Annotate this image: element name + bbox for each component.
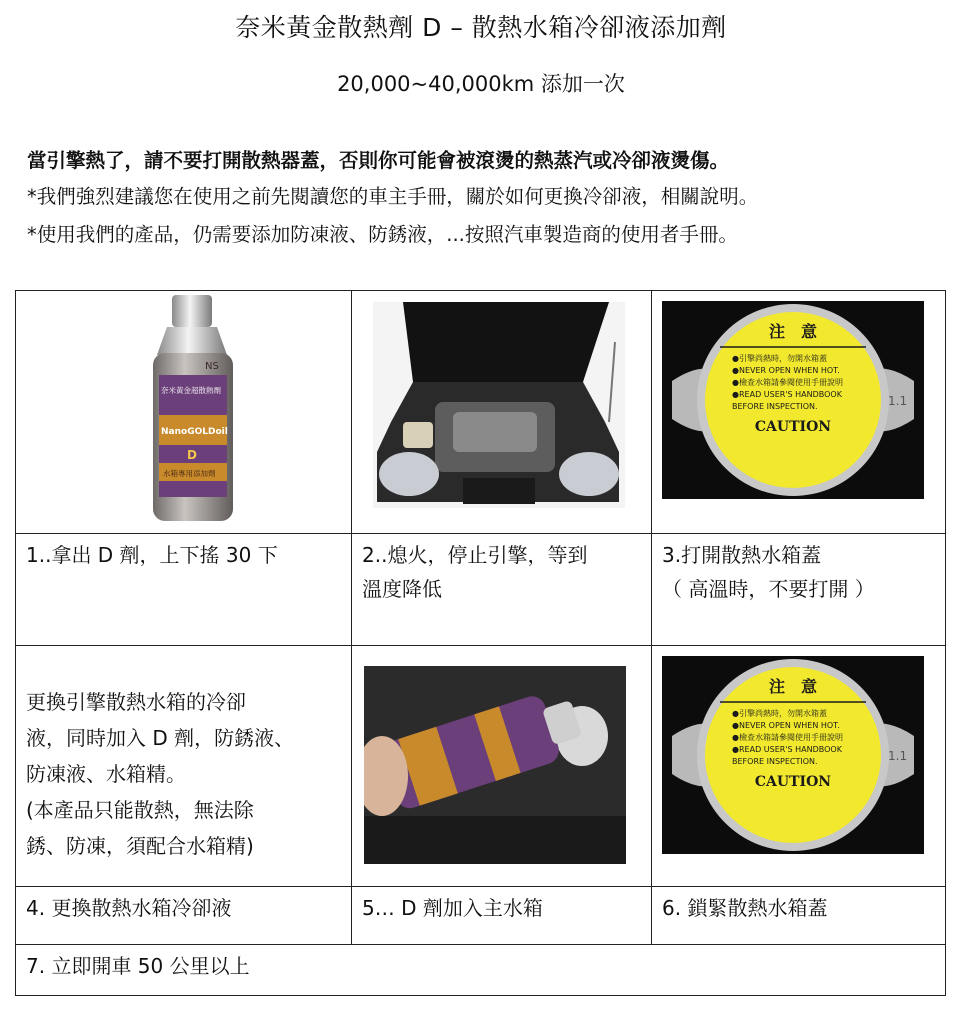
cap-heading: 注 意 (768, 322, 818, 341)
bottle-photo-cell (16, 291, 352, 534)
page-title: 奈米黃金散熱劑 D – 散熱水箱冷卻液添加劑 (235, 13, 727, 42)
step-2-label-cont: 溫度降低 (362, 577, 442, 601)
radiator-cap-photo-cell-2 (652, 646, 946, 887)
step-7-label: 7. 立即開車 50 公里以上 (26, 954, 250, 978)
description-line-4: (本產品只能散熱，無法除 (26, 798, 254, 822)
svg-text:●引擎尚熱時，勿開水箱蓋: ●引擎尚熱時，勿開水箱蓋 (732, 709, 827, 718)
step-2-cell (352, 534, 652, 646)
coolant-description-cell (16, 646, 352, 887)
cap-caution: CAUTION (754, 419, 832, 435)
svg-text:●檢查水箱請參閱使用手冊說明: ●檢查水箱請參閱使用手冊說明 (732, 378, 843, 387)
pouring-into-radiator-image (364, 666, 626, 864)
svg-text:●引擎尚熱時，勿開水箱蓋: ●引擎尚熱時，勿開水箱蓋 (732, 354, 827, 363)
safety-warning: 當引擎熱了，請不要打開散熱器蓋，否則你可能會被滾燙的熱蒸汽或冷卻液燙傷。 (27, 149, 730, 172)
product-bottle-image (139, 295, 249, 525)
description-line-1: 更換引擎散熱水箱的冷卻 (26, 690, 246, 714)
bottle-bottom-text: 水箱專用添加劑 (163, 469, 216, 478)
description-line-2: 液，同時加入 D 劑，防銹液、 (26, 726, 295, 750)
svg-text:BEFORE INSPECTION.: BEFORE INSPECTION. (732, 402, 818, 411)
cap-heading: 注 意 (768, 677, 818, 696)
svg-text:BEFORE INSPECTION.: BEFORE INSPECTION. (732, 757, 818, 766)
step-4-cell (16, 887, 352, 945)
description-line-5: 銹、防凍，須配合水箱精) (26, 834, 254, 858)
step-2-label: 2..熄火，停止引擎，等到 (362, 543, 588, 567)
svg-text:●NEVER OPEN WHEN HOT.: ●NEVER OPEN WHEN HOT. (732, 366, 840, 375)
bottle-brand-text: NS (205, 361, 219, 372)
description-line-3: 防凍液、水箱精。 (26, 762, 186, 786)
step-1-cell (16, 534, 352, 646)
radiator-cap-image (662, 301, 924, 499)
manual-note: *我們強烈建議您在使用之前先閱讀您的車主手冊，關於如何更換冷卻液，相關說明。 (27, 185, 759, 208)
step-3-label: 3.打開散熱水箱蓋 (662, 543, 822, 567)
step-5-cell (352, 887, 652, 945)
steps-table (15, 290, 946, 996)
pouring-photo-cell (352, 646, 652, 887)
radiator-cap-photo-cell-1 (652, 291, 946, 534)
antifreeze-note: *使用我們的產品，仍需要添加防凍液、防銹液，...按照汽車製造商的使用者手冊。 (27, 223, 738, 246)
step-1-label: 1..拿出 D 劑，上下搖 30 下 (26, 543, 278, 567)
step-6-label: 6. 鎖緊散熱水箱蓋 (662, 896, 828, 920)
step-4-label: 4. 更換散熱水箱冷卻液 (26, 896, 232, 920)
step-3-note: （ 高溫時，不要打開 ） (662, 577, 875, 601)
cap-caution: CAUTION (754, 774, 832, 790)
step-7-cell (16, 945, 946, 996)
page-subtitle: 20,000~40,000km 添加一次 (337, 72, 625, 96)
cap-rating: 1.1 (888, 749, 908, 763)
bottle-logo: NanoGOLDoil (161, 427, 228, 437)
step-3-cell (652, 534, 946, 646)
svg-text:●READ USER'S HANDBOOK: ●READ USER'S HANDBOOK (732, 745, 842, 754)
svg-text:●檢查水箱請參閱使用手冊說明: ●檢查水箱請參閱使用手冊說明 (732, 733, 843, 742)
radiator-cap-image (662, 656, 924, 854)
bottle-d-mark: D (187, 448, 197, 462)
step-6-cell (652, 887, 946, 945)
svg-text:●NEVER OPEN WHEN HOT.: ●NEVER OPEN WHEN HOT. (732, 721, 840, 730)
step-5-label: 5… D 劑加入主水箱 (362, 896, 543, 920)
open-hood-engine-image (373, 302, 625, 508)
cap-rating: 1.1 (888, 394, 908, 408)
engine-photo-cell (352, 291, 652, 534)
svg-text:●READ USER'S HANDBOOK: ●READ USER'S HANDBOOK (732, 390, 842, 399)
bottle-cn-name: 奈米黃金超散熱劑 (161, 386, 221, 395)
